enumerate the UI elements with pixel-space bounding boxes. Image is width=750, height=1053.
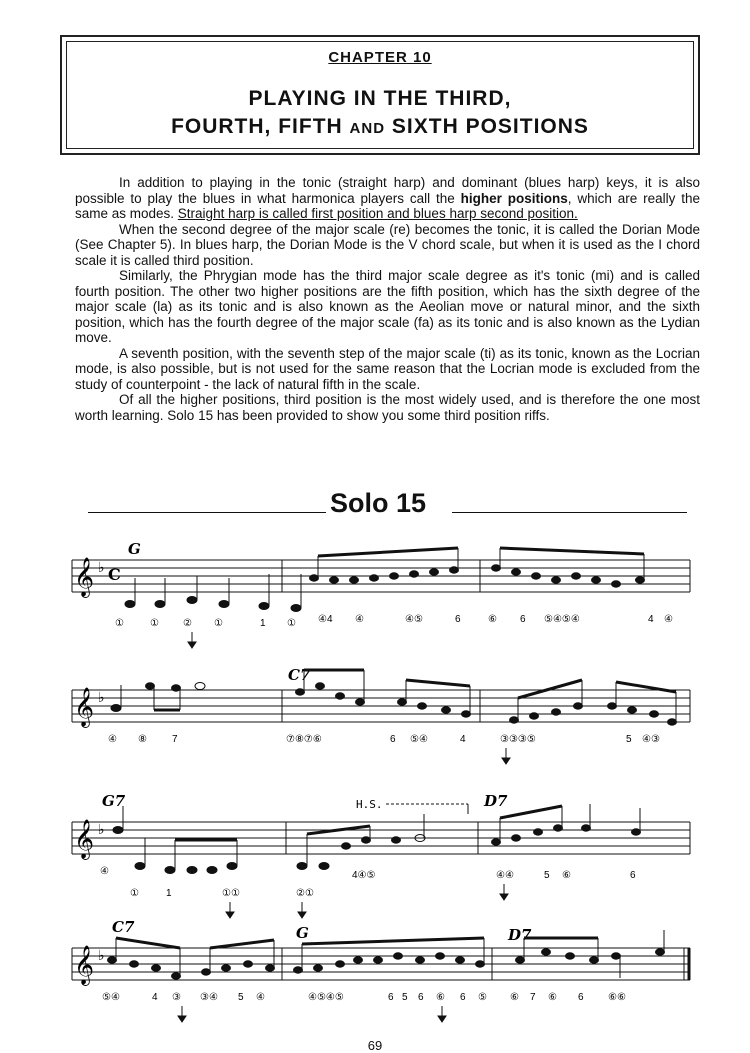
solo-title: Solo 15 bbox=[330, 488, 427, 518]
treble-clef-icon: 𝄞 bbox=[74, 819, 95, 859]
harp-number: 4 bbox=[152, 992, 158, 1003]
chord-g: G bbox=[296, 924, 309, 942]
harp-number: ③④ bbox=[200, 992, 218, 1003]
flat-sign: ♭ bbox=[98, 948, 105, 964]
harp-number: ②① bbox=[296, 888, 314, 899]
harp-number: ④ bbox=[108, 734, 117, 745]
bend-arrow-icon bbox=[226, 884, 508, 918]
harp-number: ② bbox=[183, 618, 192, 629]
chapter-header-box bbox=[60, 35, 700, 155]
harp-number: ④ bbox=[664, 614, 673, 625]
solo-rule-right bbox=[452, 512, 687, 513]
flat-sign: ♭ bbox=[98, 822, 105, 838]
title-and: AND bbox=[349, 120, 386, 137]
harp-number: 6 bbox=[455, 614, 461, 625]
title-line-2b: SIXTH POSITIONS bbox=[391, 115, 589, 138]
bend-arrow-icon bbox=[502, 748, 510, 764]
harp-numbers-system-2 bbox=[108, 734, 660, 745]
chord-c7: C7 bbox=[288, 666, 311, 684]
notes-system-1 bbox=[125, 548, 645, 612]
harp-number: 7 bbox=[530, 992, 536, 1003]
harp-number: ⑤④ bbox=[410, 734, 428, 745]
treble-clef-icon: 𝄞 bbox=[74, 687, 95, 727]
harp-number: 7 bbox=[172, 734, 178, 745]
chord-c7: C7 bbox=[112, 918, 135, 936]
harp-number: ① bbox=[287, 618, 296, 629]
harp-number: ⑦⑧⑦⑥ bbox=[286, 734, 322, 745]
harp-numbers-system-3 bbox=[100, 866, 636, 899]
bend-arrow-icon bbox=[188, 632, 196, 648]
chapter-label: CHAPTER 10 bbox=[328, 49, 432, 66]
harp-number: ⑥ bbox=[562, 870, 571, 881]
harp-number: ⑥ bbox=[548, 992, 557, 1003]
harp-number: ⑧ bbox=[138, 734, 147, 745]
harp-number: ① bbox=[130, 888, 139, 899]
harp-number: 5 bbox=[626, 734, 632, 745]
harp-number: 5 bbox=[544, 870, 550, 881]
harp-number: 5 bbox=[238, 992, 244, 1003]
music-notation bbox=[0, 530, 750, 1035]
staff-system-3 bbox=[72, 822, 690, 854]
harp-number: 1 bbox=[166, 888, 172, 899]
harp-number: ③ bbox=[172, 992, 181, 1003]
harp-number: ⑤④ bbox=[102, 992, 120, 1003]
page-number: 69 bbox=[367, 1038, 383, 1053]
harp-number: 6 bbox=[520, 614, 526, 625]
harp-number: ④ bbox=[256, 992, 265, 1003]
bend-arrow-icon bbox=[178, 1006, 446, 1022]
body-text bbox=[75, 175, 700, 423]
paragraph-2: When the second degree of the major scale (re) becomes the tonic, it is called the Dorian Mode (See Chapter 5). In blues harp, the Dorian Mode is the V chord scale, but when it is used as the I chord scale it is called third position. bbox=[75, 221, 700, 268]
harp-number: ⑥ bbox=[488, 614, 497, 625]
staff-system-2 bbox=[72, 690, 690, 722]
harp-number: ① bbox=[214, 618, 223, 629]
p1-bold: higher positions bbox=[460, 190, 568, 206]
harp-number: ①① bbox=[222, 888, 240, 899]
harp-number: 6 bbox=[390, 734, 396, 745]
harp-number: 4 bbox=[460, 734, 466, 745]
paragraph-5: Of all the higher positions, third position is the most widely used, and is therefore the one most worth learning. Solo 15 has been provided to show you some third position riffs. bbox=[75, 392, 700, 423]
harp-number: 4 bbox=[648, 614, 654, 625]
harp-number: 6 bbox=[418, 992, 424, 1003]
harp-number: ④④ bbox=[496, 870, 514, 881]
treble-clef-icon: 𝄞 bbox=[74, 557, 95, 597]
harp-number: 6 bbox=[630, 870, 636, 881]
harp-numbers-system-4 bbox=[102, 992, 626, 1003]
harp-number: ⑥ bbox=[436, 992, 445, 1003]
harp-number: ① bbox=[115, 618, 124, 629]
hs-marker: H.S. bbox=[356, 798, 383, 811]
common-time: C bbox=[108, 565, 121, 584]
solo-rule-left bbox=[88, 512, 326, 513]
p1-text: In addition to playing in the tonic (straight harp) and dominant (blues harp) keys, it is also possible to play the blues in what harmonica players call the bbox=[75, 175, 700, 206]
chord-g: G bbox=[128, 540, 141, 558]
title-line-2a: FOURTH, FIFTH bbox=[171, 115, 343, 138]
harp-number: ④ bbox=[355, 614, 364, 625]
harp-numbers-system-1 bbox=[115, 614, 673, 629]
harp-number: ④⑤ bbox=[405, 614, 423, 625]
harp-number: ① bbox=[150, 618, 159, 629]
harp-number: ⑤④⑤④ bbox=[544, 614, 580, 625]
harp-number: ⑤ bbox=[478, 992, 487, 1003]
p1-text-b: , which are really the same as modes. bbox=[75, 190, 700, 221]
paragraph-1 bbox=[75, 175, 700, 222]
chord-d7: D7 bbox=[484, 792, 508, 810]
harp-number: ③③③⑤ bbox=[500, 734, 536, 745]
flat-sign: ♭ bbox=[98, 560, 105, 576]
title-line-1: PLAYING IN THE THIRD, bbox=[248, 87, 512, 110]
harp-number: ⑥ bbox=[510, 992, 519, 1003]
flat-sign: ♭ bbox=[98, 690, 105, 706]
harp-number: 5 bbox=[402, 992, 408, 1003]
paragraph-3: Similarly, the Phrygian mode has the third major scale degree as it's tonic (mi) and is called fourth position. The other two higher positions are the fifth position, which has the sixth degree of the major scale (la) as its tonic and is also known as the Aeolian move or natural minor, and the sixth position, which has the fourth degree of the major scale (fa) as its tonic and is also known as the Lydian move. bbox=[75, 268, 700, 345]
harp-number: ⑥⑥ bbox=[608, 992, 626, 1003]
chapter-title bbox=[62, 85, 698, 143]
treble-clef-icon: 𝄞 bbox=[74, 945, 95, 985]
notes-system-3 bbox=[113, 804, 641, 874]
harp-number: 6 bbox=[460, 992, 466, 1003]
harp-number: ④⑤④⑤ bbox=[308, 992, 344, 1003]
harp-number: 6 bbox=[388, 992, 394, 1003]
harp-number: 6 bbox=[578, 992, 584, 1003]
harp-number: ④③ bbox=[642, 734, 660, 745]
harp-number: 4④⑤ bbox=[352, 870, 376, 881]
harp-number: ④ bbox=[100, 866, 109, 877]
staff-system-4 bbox=[72, 948, 690, 980]
harp-number: ④4 bbox=[318, 614, 333, 625]
chord-d7: D7 bbox=[508, 926, 532, 944]
chord-g7: G7 bbox=[102, 792, 126, 810]
harp-number: 1 bbox=[260, 618, 266, 629]
p1-underlined: Straight harp is called first position and blues harp second position. bbox=[177, 206, 578, 221]
paragraph-4: A seventh position, with the seventh step of the major scale (ti) as its tonic, known as the Locrian mode, is also possible, but is not used for the same reason that the Locrian mode is excluded from the study of counterpoint - the lack of natural fifth in the scale. bbox=[75, 345, 700, 392]
